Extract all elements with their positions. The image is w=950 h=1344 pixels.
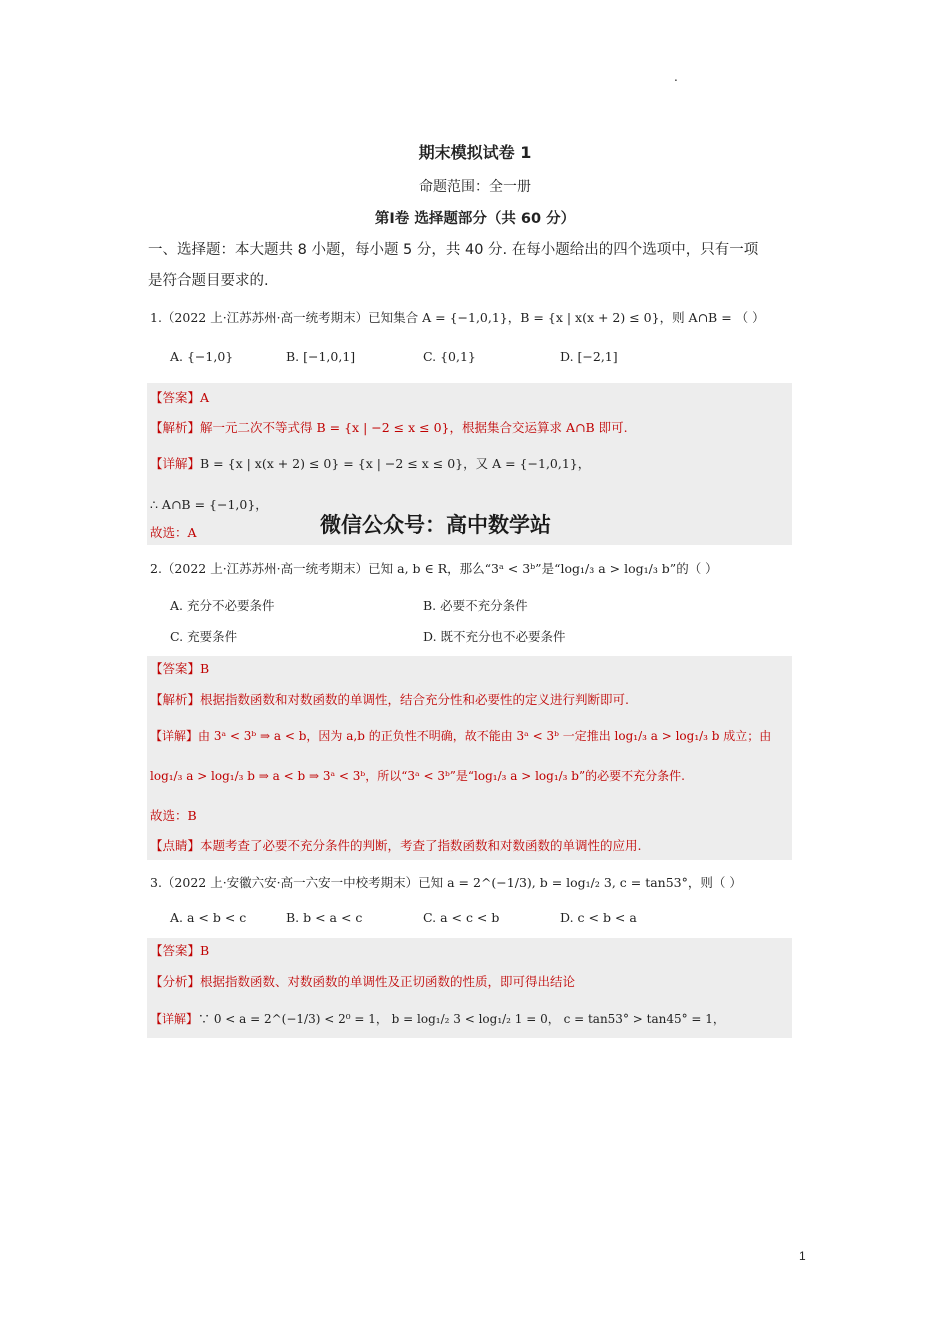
question-2-detail-continued: log₁/₃ a > log₁/₃ b ⇒ a < b ⇒ 3ᵃ < 3ᵇ，所以“3ᵃ < 3ᵇ”是“log₁/₃ a > log₁/₃ b”的必要不充分条件. (150, 769, 685, 783)
question-2-option-b: B. 必要不充分条件 (423, 598, 528, 613)
question-2-choice: 故选：B (150, 808, 197, 823)
detail-tag: 【详解】 (150, 1012, 199, 1026)
question-3-detail (150, 1010, 725, 1027)
detail-text: 由 3ᵃ < 3ᵇ ⇒ a < b，因为 a,b 的正负性不明确，故不能由 3ᵃ < 3ᵇ 一定推出 log₁/₃ a > log₁/₃ b 成立；由 (198, 729, 772, 743)
question-1-option-d: D. [−2,1] (560, 349, 618, 364)
question-2-detail (150, 727, 771, 744)
analysis-text: 根据指数函数和对数函数的单调性，结合充分性和必要性的定义进行判断即可. (200, 692, 629, 707)
question-2-option-a: A. 充分不必要条件 (170, 598, 275, 613)
analysis-text: 根据指数函数、对数函数的单调性及正切函数的性质，即可得出结论 (200, 974, 576, 989)
question-3-stem: 3.（2022 上·安徽六安·高一六安一中校考期末）已知 a = 2^(−1/3), b = log₁/₂ 3, c = tan53°，则（ ） (150, 875, 742, 890)
question-3-option-b: B. b < a < c (286, 910, 363, 925)
instructions-line-1: 一、选择题：本大题共 8 小题，每小题 5 分，共 40 分. 在每小题给出的四个选项中，只有一项 (148, 242, 759, 258)
question-2-option-c: C. 充要条件 (170, 629, 238, 644)
exam-scope: 命题范围：全一册 (419, 179, 531, 195)
question-1-option-b: B. [−1,0,1] (286, 349, 356, 364)
question-3-analysis (150, 972, 575, 990)
analysis-tag: 【分析】 (150, 974, 201, 989)
remark-tag: 【点睛】 (150, 838, 201, 853)
question-3-option-d: D. c < b < a (560, 910, 637, 925)
question-1-option-c: C. {0,1} (423, 349, 476, 364)
question-3-answer: 【答案】B (150, 943, 210, 958)
question-2-option-d: D. 既不充分也不必要条件 (423, 629, 566, 644)
detail-tag: 【详解】 (150, 456, 201, 471)
question-2-analysis (150, 690, 629, 708)
question-3-option-c: C. a < c < b (423, 910, 500, 925)
question-1-detail (150, 454, 590, 472)
analysis-tag: 【解析】 (150, 420, 201, 435)
question-2-answer-box (147, 656, 792, 860)
section-heading: 第Ⅰ卷 选择题部分（共 60 分） (374, 211, 576, 227)
question-2-remark (150, 836, 642, 854)
detail-tag: 【详解】 (150, 729, 199, 743)
question-1-option-a: A. {−1,0} (170, 349, 234, 364)
watermark: 微信公众号：高中数学站 (320, 513, 551, 537)
remark-text: 本题考查了必要不充分条件的判断，考查了指数函数和对数函数的单调性的应用. (200, 838, 642, 853)
top-dot: . (674, 70, 678, 84)
page-number: 1 (799, 1249, 806, 1263)
question-1-stem: 1.（2022 上·江苏苏州·高一统考期末）已知集合 A = {−1,0,1}，B = {x | x(x + 2) ≤ 0}，则 A∩B = （ ） (150, 310, 765, 325)
detail-text: B = {x | x(x + 2) ≤ 0} = {x | −2 ≤ x ≤ 0}，又 A = {−1,0,1}， (200, 456, 591, 471)
question-2-stem: 2.（2022 上·江苏苏州·高一统考期末）已知 a, b ∈ R，那么“3ᵃ < 3ᵇ”是“log₁/₃ a > log₁/₃ b”的（ ） (150, 561, 718, 576)
question-1-conclusion: ∴ A∩B = {−1,0}， (150, 497, 268, 512)
detail-text: ∵ 0 < a = 2^(−1/3) < 2⁰ = 1， b = log₁/₂ 3 < log₁/₂ 1 = 0， c = tan53° > tan45° = 1， (198, 1012, 725, 1026)
question-1-analysis (150, 418, 628, 436)
question-3-option-a: A. a < b < c (170, 910, 247, 925)
question-1-choice: 故选：A (150, 525, 197, 540)
analysis-tag: 【解析】 (150, 692, 201, 707)
page-title: 期末模拟试卷 1 (418, 143, 532, 162)
instructions-line-2: 是符合题目要求的. (148, 273, 269, 289)
analysis-text: 解一元二次不等式得 B = {x | −2 ≤ x ≤ 0}，根据集合交运算求 A∩B 即可. (200, 420, 628, 435)
question-1-answer: 【答案】A (150, 390, 210, 405)
question-2-answer: 【答案】B (150, 661, 210, 676)
